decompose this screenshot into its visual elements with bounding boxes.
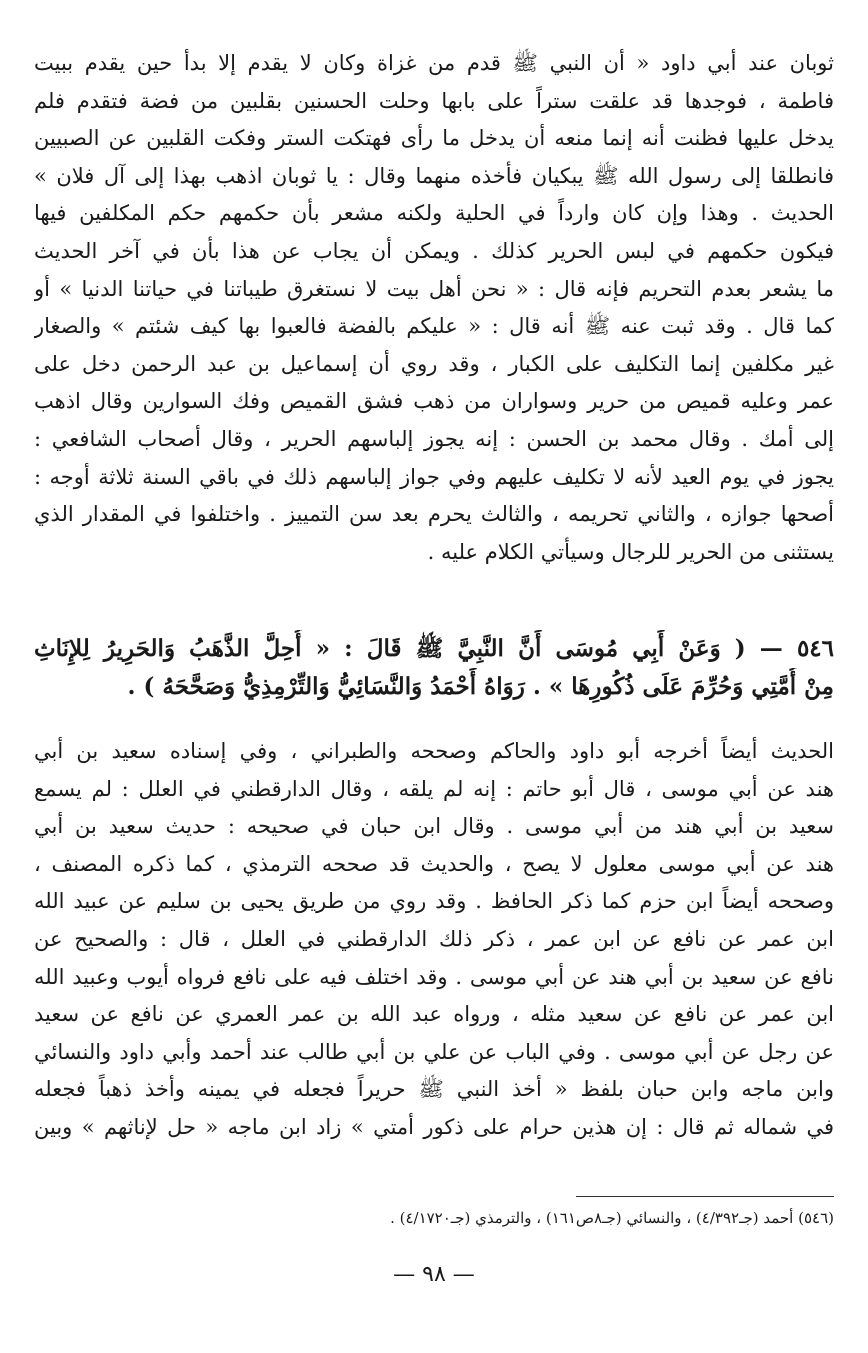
text-line: فيكون حكمهم في لبس الحرير كذلك . ويمكن أن يجاب عن هذا بأن في آخر الحديث (34, 238, 834, 263)
text-line: الحديث أيضاً أخرجه أبو داود والحاكم وصححه والطبراني ، وفي إسناده سعيد بن أبي (34, 739, 834, 763)
commentary-section-2 (34, 733, 834, 1147)
text-line: عن رجل عن أبي موسى . وفي الباب عن علي بن أبي طالب عند أحمد وأبي داود والنسائي (34, 1039, 834, 1064)
text-line: في شماله ثم قال : إن هذين حرام على ذكور أمتي » زاد ابن ماجه « حل لإناثهم » وبين (34, 1114, 834, 1139)
text-line: وابن ماجه وابن حبان بلفظ « أخذ النبي ﷺ حريراً فجعله في يمينه وأخذ ذهباً فجعله (34, 1077, 834, 1102)
text-line: إلى أمك . وقال محمد بن الحسن : إنه يجوز إلباسهم الحرير ، وقال أصحاب الشافعي : (34, 426, 834, 451)
text-line: يدخل عليها فظنت أنه إنما منعه أن يدخل ما رأى فهتكت الستر وفكت القلبين عن الصبيين (34, 126, 834, 151)
text-line: فاطمة ، فوجدها قد علقت ستراً على بابها وحلت الحسنين بقلبين من فضة فتقدم فلم (34, 88, 834, 113)
text-line: ثوبان عند أبي داود « أن النبي ﷺ قدم من غزاة وكان لا يقدم إلا بدأ حين يقدم ببيت (34, 51, 834, 75)
text-line: وصححه أيضاً ابن حزم كما ذكر الحافظ . وقد روي من طريق يحيى بن سليم عن عبيد الله (34, 889, 834, 914)
text-line: كما قال . وقد ثبت عنه ﷺ أنه قال : « عليكم بالفضة فالعبوا بها كيف شئتم » والصغار (34, 314, 834, 339)
text-line: أصحها جوازه ، والثاني تحريمه ، والثالث يحرم بعد سن التمييز . واختلفوا في المقدار الذي (34, 502, 834, 527)
page-number: — ٩٨ — (393, 1262, 475, 1287)
text-line: يستثنى من الحرير للرجال وسيأتي الكلام عليه . (427, 539, 834, 564)
text-line: فانطلقا إلى رسول الله ﷺ يبكيان فأخذه منهما وقال : يا ثوبان اذهب بهذا إلى آل فلان » (34, 163, 834, 188)
text-line: عمر وعليه قميص من حرير وسواران من ذهب فشق القميص وفك السوارين وقال اذهب (34, 389, 834, 414)
text-line: ابن عمر عن نافع عن ابن عمر ، ذكر ذلك الدارقطني في العلل ، قال : والصحيح عن (34, 926, 834, 951)
text-line: ابن عمر عن نافع عن سعيد مثله ، ورواه عبد الله بن عمر العمري عن نافع عن سعيد (34, 1002, 834, 1027)
text-line: ما يشعر بعدم التحريم فإنه قال : « نحن أهل بيت لا نستغرق طيباتنا في حياتنا الدنيا » أو (34, 276, 834, 301)
footnote: (٥٤٦) أحمد (جـ٤/٣٩٢) ، والنسائي (جـ٨ص١٦١) ، والترمذي (جـ٤/١٧٢٠) . (390, 1209, 834, 1227)
commentary-section-1 (34, 45, 834, 571)
text-line: الحديث . وهذا وإن كان وارداً في الحلية ولكنه مشعر بأن حكمهم حكم المكلفين فيها (34, 201, 834, 226)
hadith-text (34, 630, 834, 706)
text-line: سعيد بن أبي هند من أبي موسى . وقال ابن حبان في صحيحه : حديث سعيد بن أبي (34, 814, 834, 839)
text-line: نافع عن سعيد بن أبي هند عن أبي موسى . وقد اختلف فيه على نافع فرواه أيوب وعبيد الله (34, 964, 834, 989)
hadith-line: مِنْ أُمَّتِي وَحُرِّمَ عَلَى ذُكُورِهَا » . رَوَاهُ أَحْمَدُ وَالنَّسَائِيُّ وَالتِّرْمِذِيُّ وَصَحَّحَهُ ) . (127, 673, 834, 700)
footnote-divider (576, 1196, 834, 1197)
text-line: هند عن أبي موسى ، قال أبو حاتم : إنه لم يلقه ، وقال الدارقطني في العلل : لم يسمع (34, 776, 834, 801)
text-line: غير مكلفين إنما التكليف على الكبار ، وقد روي أن إسماعيل بن عبد الرحمن دخل على (34, 351, 834, 376)
text-line: يجوز في يوم العيد لأنه لا تكليف عليهم وفي جواز إلباسهم ذلك في باقي السنة ثلاثة أوجه : (34, 464, 834, 489)
hadith-line: ٥٤٦ — ( وَعَنْ أَبِي مُوسَى أَنَّ النَّبِيَّ ﷺ قَالَ : « أُحِلَّ الذَّهَبُ وَالحَرِيرُ لِلإِنَاثِ (34, 635, 834, 662)
text-line: هند عن أبي موسى معلول لا يصح ، والحديث قد صححه الترمذي ، كما ذكره المصنف ، (34, 851, 834, 876)
